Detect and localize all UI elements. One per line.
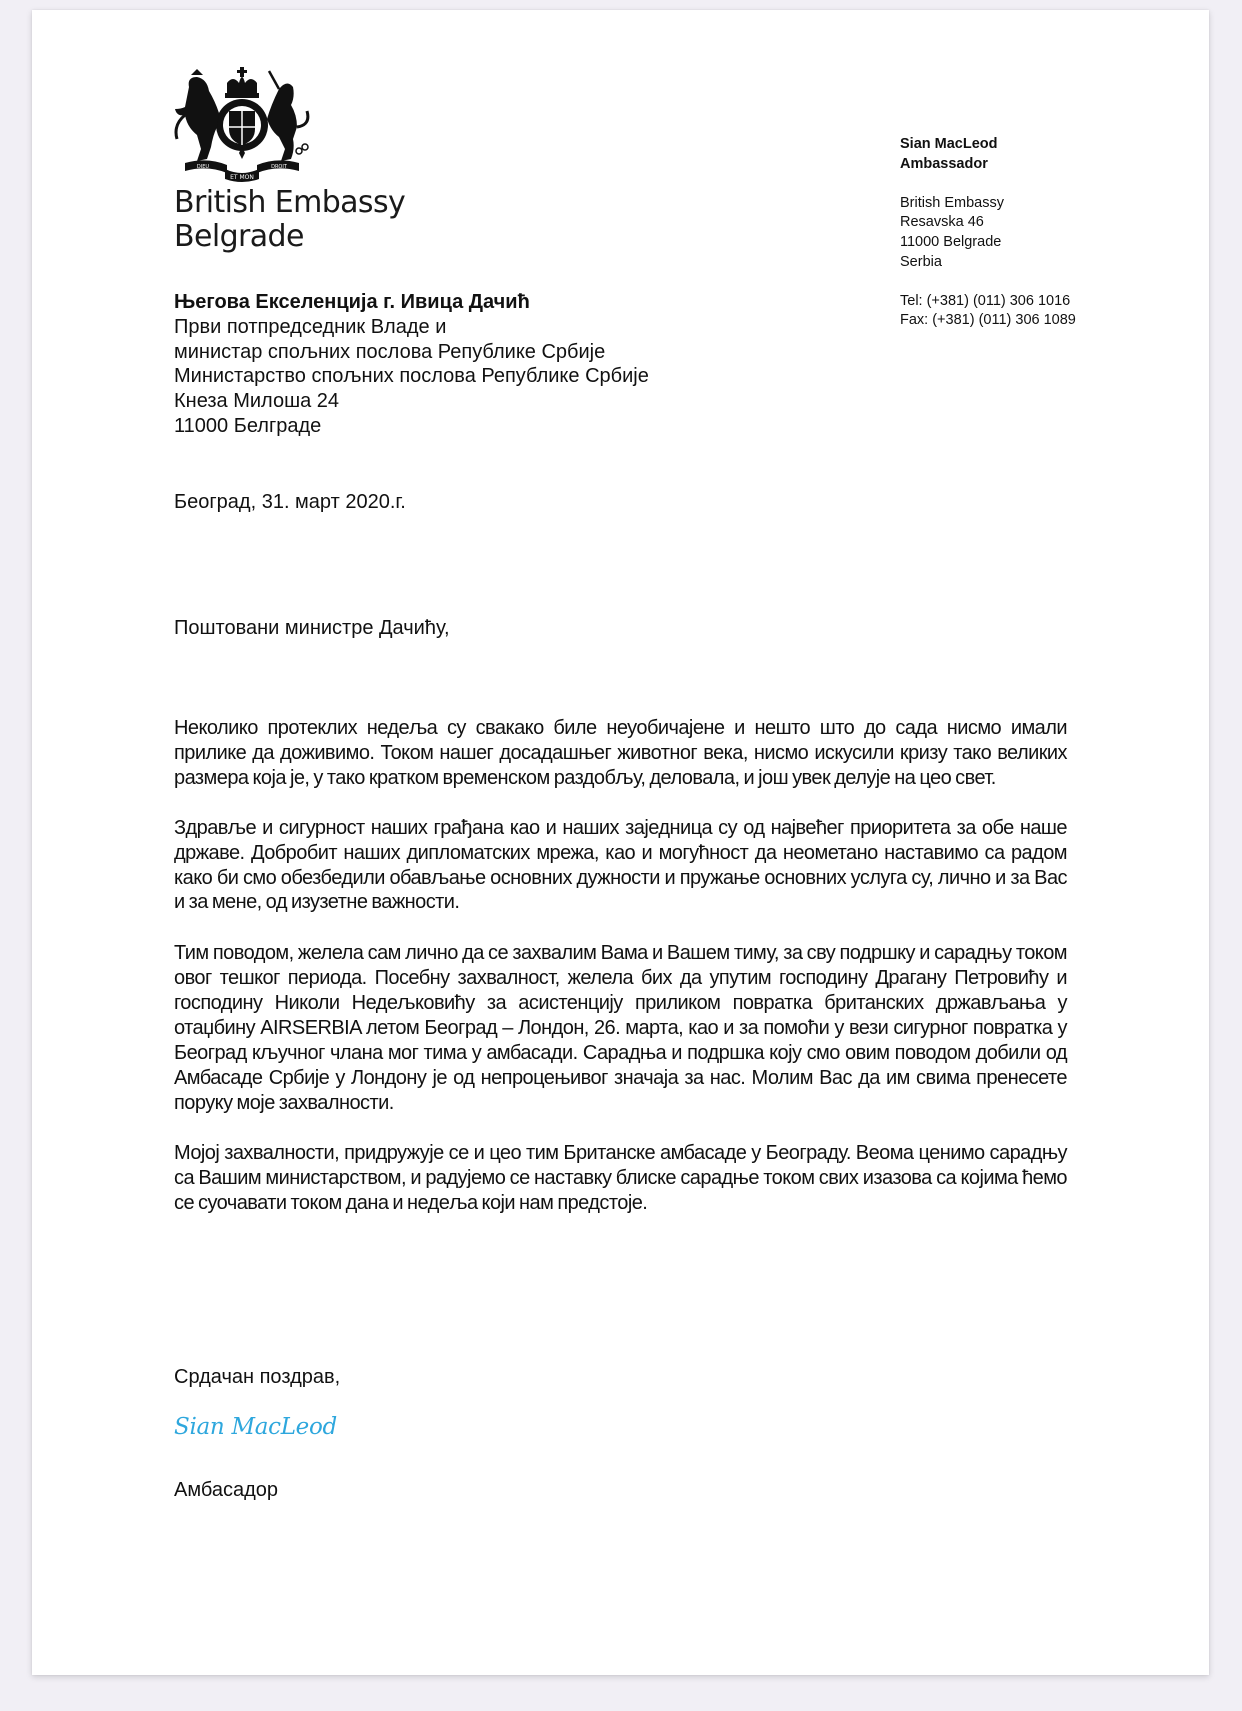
sender-fax: Fax: (+381) (011) 306 1089 — [900, 312, 1076, 329]
paragraph: Неколико протеклих недеља су свакако биле неуобичајене и нешто што до сада нисмо имали прилике да доживимо. Током нашег досадашњег животног века, нисмо искусили кризу тако великих размера која је, у тако кратком временском раздобљу, деловала, и још увек делује на цео свет. — [174, 717, 1067, 789]
sender-name: Sian MacLeod — [900, 136, 998, 152]
svg-text:ET MON: ET MON — [230, 174, 254, 181]
signer-title: Амбасадор — [174, 1479, 279, 1501]
paragraph: Здравље и сигурност наших грађана као и наших заједница су од највећег приоритета за обе наше државе. Добробит наших дипломатских мрежа, као и могућност да неометано наставимо са радом како би смо обезбедили обављање основних дужности и пружање основних услуга су, лично и за Вас и за мене, од изузетне важности. — [174, 816, 1067, 914]
recipient-line: Кнеза Милоша 24 — [174, 390, 340, 413]
salutation: Поштовани министре Дачићу, — [174, 617, 450, 639]
royal-coat-of-arms-icon — [167, 65, 317, 183]
recipient-name: Његова Екселенција г. Ивица Дачић — [174, 291, 530, 313]
recipient-line: Први потпредседник Владе и — [174, 315, 447, 338]
sender-country: Serbia — [900, 253, 942, 270]
letter-date: Београд, 31. март 2020.г. — [174, 491, 406, 513]
signature: Sian MacLeod — [174, 1414, 337, 1440]
letter-body — [174, 716, 1067, 1240]
sender-street: Resavska 46 — [900, 214, 984, 231]
sender-city: 11000 Belgrade — [900, 233, 1002, 250]
recipient-line: Министарство спољних послова Републике Србије — [174, 365, 649, 388]
recipient-line: министар спољних послова Републике Србије — [174, 340, 606, 363]
brand-line-2: Belgrade — [174, 219, 304, 254]
recipient-line: 11000 Белграде — [174, 414, 322, 437]
svg-text:DROIT: DROIT — [271, 164, 287, 170]
sender-tel: Tel: (+381) (011) 306 1016 — [900, 292, 1071, 309]
sender-title: Ambassador — [900, 155, 988, 172]
brand-line-1: British Embassy — [174, 185, 406, 220]
embassy-wordmark — [174, 186, 405, 254]
paragraph: Мојој захвалности, придружује се и цео тим Британске амбасаде у Београду. Веома ценимо сарадњу са Вашим министарством, и радујемо се наставку блиске сарадње током свих изазова са којима ћемо се суочавати током дана и недеља који нам предстоје. — [174, 1141, 1067, 1214]
recipient-address — [174, 290, 649, 439]
paragraph: Тим поводом, желела сам лично да се захвалим Вама и Вашем тиму, за сву подршку и сарадњу током овог тешког периода. Посебну захвалност, желела бих да упутим господину Драгану Петровићу и господину Николи Недељковићу за асистенцију приликом повратка британских држављања у отаџбину AIRSERBIA летом Београд – Лондон, 26. марта, као и за помоћи у вези сигурног повратка у Београд кључног члана мог тима у амбасади. Сарадња и подршка коју смо овим поводом добили од Амбасаде Србије у Лондону је од непроцењивог значаја за нас. Молим Вас да им свима пренесете поруку моје захвалности. — [174, 942, 1067, 1114]
closing: Срдачан поздрав, — [174, 1366, 341, 1388]
sender-block — [900, 135, 1076, 331]
letter-page — [32, 10, 1209, 1675]
svg-text:DIEU: DIEU — [196, 164, 210, 170]
sender-org: British Embassy — [900, 194, 1004, 211]
